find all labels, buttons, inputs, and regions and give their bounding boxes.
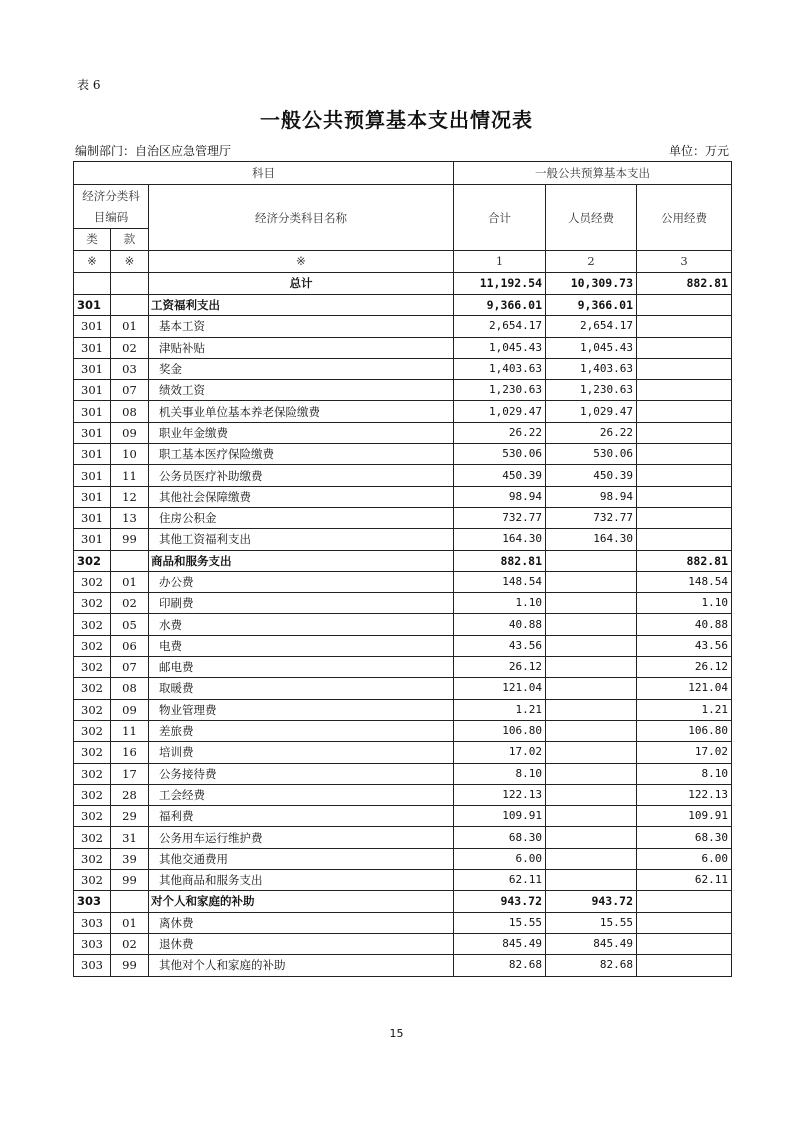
group-row xyxy=(74,891,732,912)
cell-total: 8.10 xyxy=(454,763,546,784)
cell-item: 06 xyxy=(111,635,149,656)
cell-public xyxy=(637,955,732,976)
header-personnel: 人员经费 xyxy=(546,185,637,251)
cell-cat: 302 xyxy=(74,742,111,763)
cell-item: 02 xyxy=(111,593,149,614)
cell-item xyxy=(111,550,149,571)
cell-cat: 303 xyxy=(74,955,111,976)
cell-personnel xyxy=(546,848,637,869)
cell-personnel: 82.68 xyxy=(546,955,637,976)
cell-item: 99 xyxy=(111,870,149,891)
cell-personnel: 2,654.17 xyxy=(546,316,637,337)
cell-personnel: 732.77 xyxy=(546,507,637,528)
cell-name: 办公费 xyxy=(149,571,454,592)
cell-item: 09 xyxy=(111,422,149,443)
cell-cat: 301 xyxy=(74,401,111,422)
cell-personnel xyxy=(546,678,637,699)
table-row xyxy=(74,912,732,933)
cell-total: 106.80 xyxy=(454,720,546,741)
cell-personnel: 530.06 xyxy=(546,444,637,465)
cell-cat: 302 xyxy=(74,614,111,635)
cell-cat: 302 xyxy=(74,870,111,891)
cell-cat: 301 xyxy=(74,529,111,550)
cell-item: 28 xyxy=(111,784,149,805)
cell-item: 02 xyxy=(111,337,149,358)
cell-cat: 302 xyxy=(74,699,111,720)
cell-name: 其他交通费用 xyxy=(149,848,454,869)
cell-total: 882.81 xyxy=(454,550,546,571)
grand-total-personnel: 10,309.73 xyxy=(546,273,637,295)
cell-name: 住房公积金 xyxy=(149,507,454,528)
grand-total-total: 11,192.54 xyxy=(454,273,546,295)
cell-name: 绩效工资 xyxy=(149,380,454,401)
table-row xyxy=(74,529,732,550)
budget-table xyxy=(73,161,732,977)
cell-public xyxy=(637,316,732,337)
cell-cat: 302 xyxy=(74,806,111,827)
cell-personnel: 943.72 xyxy=(546,891,637,912)
cell-total: 1.10 xyxy=(454,593,546,614)
table-row xyxy=(74,955,732,976)
cell-public xyxy=(637,529,732,550)
cell-cat: 302 xyxy=(74,550,111,571)
grand-total-label: 总计 xyxy=(149,273,454,295)
header-public: 公用经费 xyxy=(637,185,732,251)
cell-total: 9,366.01 xyxy=(454,295,546,316)
cell-item: 08 xyxy=(111,401,149,422)
cell-item: 01 xyxy=(111,316,149,337)
cell-cat: 302 xyxy=(74,848,111,869)
cell-personnel: 26.22 xyxy=(546,422,637,443)
cell-item: 99 xyxy=(111,955,149,976)
cell-total: 121.04 xyxy=(454,678,546,699)
cell-personnel: 1,029.47 xyxy=(546,401,637,422)
cell-item xyxy=(111,295,149,316)
mark-item: ※ xyxy=(111,251,149,273)
cell-name: 公务接待费 xyxy=(149,763,454,784)
cell-public xyxy=(637,422,732,443)
cell-cat: 301 xyxy=(74,465,111,486)
header-total: 合计 xyxy=(454,185,546,251)
cell-item xyxy=(111,891,149,912)
header-item: 款 xyxy=(111,229,149,251)
cell-name: 邮电费 xyxy=(149,657,454,678)
table-row xyxy=(74,742,732,763)
col-index-1: 1 xyxy=(454,251,546,273)
cell-item: 99 xyxy=(111,529,149,550)
cell-cat: 303 xyxy=(74,891,111,912)
cell-personnel xyxy=(546,593,637,614)
cell-cat: 302 xyxy=(74,763,111,784)
cell-public xyxy=(637,401,732,422)
cell-name: 职工基本医疗保险缴费 xyxy=(149,444,454,465)
cell-total: 1,230.63 xyxy=(454,380,546,401)
cell-total: 98.94 xyxy=(454,486,546,507)
table-row xyxy=(74,614,732,635)
cell-personnel: 1,045.43 xyxy=(546,337,637,358)
cell-total: 164.30 xyxy=(454,529,546,550)
cell-public: 43.56 xyxy=(637,635,732,656)
cell-item: 29 xyxy=(111,806,149,827)
cell-cat: 301 xyxy=(74,337,111,358)
cell-public: 882.81 xyxy=(637,550,732,571)
col-index-3: 3 xyxy=(637,251,732,273)
cell-name: 对个人和家庭的补助 xyxy=(149,891,454,912)
header-subject: 科目 xyxy=(74,162,454,185)
header-code-line1: 经济分类科 xyxy=(82,188,140,203)
table-row xyxy=(74,465,732,486)
col-index-2: 2 xyxy=(546,251,637,273)
cell-name: 机关事业单位基本养老保险缴费 xyxy=(149,401,454,422)
cell-name: 奖金 xyxy=(149,358,454,379)
cell-personnel xyxy=(546,784,637,805)
cell-cat: 301 xyxy=(74,380,111,401)
cell-personnel xyxy=(546,827,637,848)
cell-total: 82.68 xyxy=(454,955,546,976)
cell-name: 其他工资福利支出 xyxy=(149,529,454,550)
cell-item: 11 xyxy=(111,720,149,741)
cell-cat: 301 xyxy=(74,507,111,528)
table-row xyxy=(74,358,732,379)
cell-name: 商品和服务支出 xyxy=(149,550,454,571)
cell-item: 13 xyxy=(111,507,149,528)
cell-item: 07 xyxy=(111,380,149,401)
cell-public xyxy=(637,295,732,316)
cell-cat: 303 xyxy=(74,933,111,954)
grand-total-public: 882.81 xyxy=(637,273,732,295)
table-row xyxy=(74,486,732,507)
cell-item: 02 xyxy=(111,933,149,954)
cell-public: 8.10 xyxy=(637,763,732,784)
cell-public: 109.91 xyxy=(637,806,732,827)
header-name: 经济分类科目名称 xyxy=(149,185,454,251)
cell-cat: 302 xyxy=(74,678,111,699)
table-row xyxy=(74,593,732,614)
cell-cat: 302 xyxy=(74,657,111,678)
cell-item: 31 xyxy=(111,827,149,848)
cell-personnel xyxy=(546,763,637,784)
cell-public xyxy=(637,380,732,401)
cell-public xyxy=(637,891,732,912)
cell-personnel xyxy=(546,657,637,678)
cell-public: 121.04 xyxy=(637,678,732,699)
cell-cat: 301 xyxy=(74,358,111,379)
cell-public xyxy=(637,486,732,507)
group-row xyxy=(74,550,732,571)
grand-total-item xyxy=(111,273,149,295)
cell-cat: 302 xyxy=(74,635,111,656)
cell-name: 退休费 xyxy=(149,933,454,954)
cell-item: 01 xyxy=(111,571,149,592)
cell-name: 其他社会保障缴费 xyxy=(149,486,454,507)
cell-public: 62.11 xyxy=(637,870,732,891)
cell-item: 39 xyxy=(111,848,149,869)
cell-personnel xyxy=(546,699,637,720)
cell-total: 62.11 xyxy=(454,870,546,891)
cell-item: 16 xyxy=(111,742,149,763)
table-row xyxy=(74,720,732,741)
compiling-department: 编制部门：自治区应急管理厅 xyxy=(75,144,232,158)
cell-cat: 302 xyxy=(74,571,111,592)
table-row xyxy=(74,806,732,827)
cell-public: 122.13 xyxy=(637,784,732,805)
cell-personnel xyxy=(546,550,637,571)
cell-name: 公务员医疗补助缴费 xyxy=(149,465,454,486)
cell-public xyxy=(637,358,732,379)
cell-personnel xyxy=(546,614,637,635)
unit-label: 单位：万元 xyxy=(668,144,729,158)
cell-total: 2,654.17 xyxy=(454,316,546,337)
cell-cat: 301 xyxy=(74,444,111,465)
table-row xyxy=(74,763,732,784)
cell-item: 11 xyxy=(111,465,149,486)
cell-item: 05 xyxy=(111,614,149,635)
table-row xyxy=(74,933,732,954)
cell-cat: 301 xyxy=(74,422,111,443)
table-row xyxy=(74,635,732,656)
table-row xyxy=(74,827,732,848)
cell-name: 水费 xyxy=(149,614,454,635)
cell-name: 基本工资 xyxy=(149,316,454,337)
cell-personnel xyxy=(546,806,637,827)
cell-item: 09 xyxy=(111,699,149,720)
cell-personnel xyxy=(546,742,637,763)
cell-name: 福利费 xyxy=(149,806,454,827)
cell-name: 差旅费 xyxy=(149,720,454,741)
cell-public: 1.10 xyxy=(637,593,732,614)
cell-personnel: 1,403.63 xyxy=(546,358,637,379)
cell-total: 450.39 xyxy=(454,465,546,486)
cell-total: 1,045.43 xyxy=(454,337,546,358)
cell-public: 106.80 xyxy=(637,720,732,741)
cell-name: 其他商品和服务支出 xyxy=(149,870,454,891)
cell-name: 公务用车运行维护费 xyxy=(149,827,454,848)
cell-name: 物业管理费 xyxy=(149,699,454,720)
group-row xyxy=(74,295,732,316)
cell-item: 07 xyxy=(111,657,149,678)
cell-public: 68.30 xyxy=(637,827,732,848)
cell-personnel: 98.94 xyxy=(546,486,637,507)
cell-cat: 301 xyxy=(74,486,111,507)
table-row xyxy=(74,571,732,592)
header-row-1 xyxy=(74,162,732,185)
cell-public xyxy=(637,444,732,465)
cell-public: 40.88 xyxy=(637,614,732,635)
cell-cat: 302 xyxy=(74,593,111,614)
table-row xyxy=(74,507,732,528)
cell-personnel: 164.30 xyxy=(546,529,637,550)
header-budget: 一般公共预算基本支出 xyxy=(454,162,732,185)
page-title: 一般公共预算基本支出情况表 xyxy=(260,108,533,132)
cell-total: 26.22 xyxy=(454,422,546,443)
cell-personnel xyxy=(546,720,637,741)
table-row xyxy=(74,870,732,891)
cell-public: 6.00 xyxy=(637,848,732,869)
cell-total: 6.00 xyxy=(454,848,546,869)
cell-personnel xyxy=(546,635,637,656)
cell-name: 印刷费 xyxy=(149,593,454,614)
cell-personnel xyxy=(546,571,637,592)
cell-item: 17 xyxy=(111,763,149,784)
cell-total: 1,403.63 xyxy=(454,358,546,379)
cell-public xyxy=(637,465,732,486)
cell-name: 培训费 xyxy=(149,742,454,763)
table-number: 表 6 xyxy=(77,78,101,92)
header-code xyxy=(74,185,149,229)
cell-item: 01 xyxy=(111,912,149,933)
cell-total: 40.88 xyxy=(454,614,546,635)
cell-public xyxy=(637,912,732,933)
mark-cat: ※ xyxy=(74,251,111,273)
cell-personnel: 845.49 xyxy=(546,933,637,954)
cell-cat: 301 xyxy=(74,295,111,316)
cell-name: 其他对个人和家庭的补助 xyxy=(149,955,454,976)
cell-name: 津贴补贴 xyxy=(149,337,454,358)
table-row xyxy=(74,699,732,720)
cell-public: 26.12 xyxy=(637,657,732,678)
cell-total: 26.12 xyxy=(454,657,546,678)
table-row xyxy=(74,401,732,422)
cell-total: 148.54 xyxy=(454,571,546,592)
cell-item: 10 xyxy=(111,444,149,465)
table-row xyxy=(74,678,732,699)
cell-personnel: 450.39 xyxy=(546,465,637,486)
cell-name: 电费 xyxy=(149,635,454,656)
table-row xyxy=(74,316,732,337)
cell-name: 离休费 xyxy=(149,912,454,933)
cell-personnel: 15.55 xyxy=(546,912,637,933)
cell-total: 530.06 xyxy=(454,444,546,465)
cell-public xyxy=(637,507,732,528)
cell-cat: 302 xyxy=(74,827,111,848)
table-row xyxy=(74,422,732,443)
header-code-line2: 目编码 xyxy=(93,209,129,224)
cell-public: 148.54 xyxy=(637,571,732,592)
cell-name: 工资福利支出 xyxy=(149,295,454,316)
cell-public xyxy=(637,933,732,954)
mark-name: ※ xyxy=(149,251,454,273)
cell-total: 15.55 xyxy=(454,912,546,933)
cell-public: 1.21 xyxy=(637,699,732,720)
cell-personnel xyxy=(546,870,637,891)
cell-name: 取暖费 xyxy=(149,678,454,699)
table-row xyxy=(74,444,732,465)
cell-name: 工会经费 xyxy=(149,784,454,805)
cell-total: 845.49 xyxy=(454,933,546,954)
cell-item: 12 xyxy=(111,486,149,507)
table-row xyxy=(74,848,732,869)
table-row xyxy=(74,380,732,401)
cell-total: 17.02 xyxy=(454,742,546,763)
cell-item: 03 xyxy=(111,358,149,379)
table-row xyxy=(74,657,732,678)
cell-cat: 302 xyxy=(74,720,111,741)
header-cat: 类 xyxy=(74,229,111,251)
grand-total-cat xyxy=(74,273,111,295)
cell-cat: 301 xyxy=(74,316,111,337)
page-number: 15 xyxy=(389,1027,404,1040)
cell-total: 732.77 xyxy=(454,507,546,528)
cell-personnel: 1,230.63 xyxy=(546,380,637,401)
table-row xyxy=(74,784,732,805)
cell-personnel: 9,366.01 xyxy=(546,295,637,316)
cell-total: 43.56 xyxy=(454,635,546,656)
cell-total: 122.13 xyxy=(454,784,546,805)
cell-cat: 302 xyxy=(74,784,111,805)
cell-name: 职业年金缴费 xyxy=(149,422,454,443)
grand-total-row xyxy=(74,273,732,295)
header-row-4 xyxy=(74,251,732,273)
cell-total: 68.30 xyxy=(454,827,546,848)
cell-public xyxy=(637,337,732,358)
cell-total: 1,029.47 xyxy=(454,401,546,422)
table-row xyxy=(74,337,732,358)
header-row-2 xyxy=(74,185,732,229)
cell-item: 08 xyxy=(111,678,149,699)
cell-total: 109.91 xyxy=(454,806,546,827)
cell-total: 1.21 xyxy=(454,699,546,720)
cell-cat: 303 xyxy=(74,912,111,933)
cell-public: 17.02 xyxy=(637,742,732,763)
cell-total: 943.72 xyxy=(454,891,546,912)
